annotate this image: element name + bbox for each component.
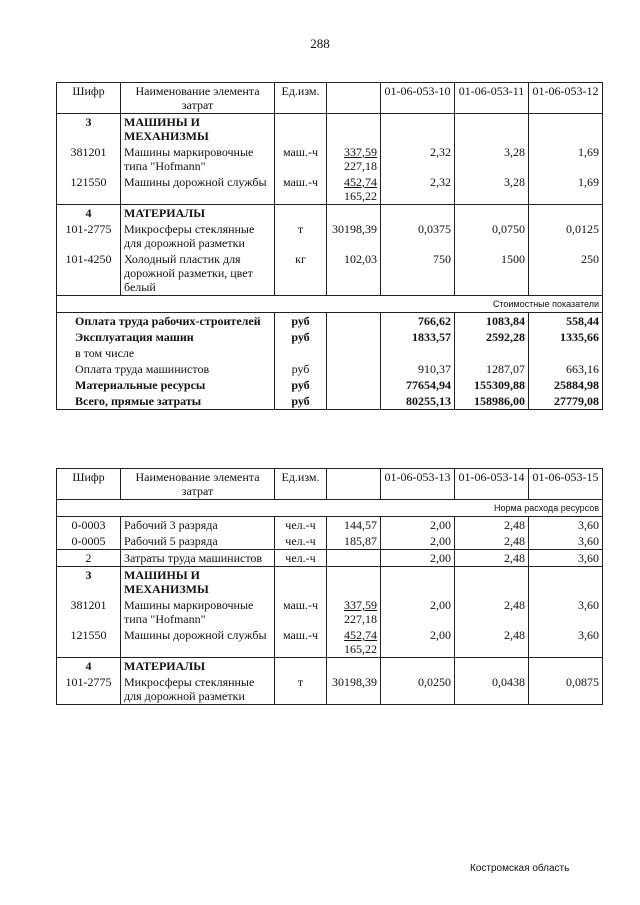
cost-row [57, 329, 603, 345]
section-code: 3 [57, 114, 121, 145]
row-name: Холодный пластик для дорожной разметки, цвет белый [121, 251, 275, 296]
row-unit: маш.-ч [275, 627, 327, 658]
cost-label-row [57, 296, 603, 313]
row-value: 1,69 [529, 174, 603, 205]
row-value: 2,32 [381, 174, 455, 205]
row-unit: т [275, 674, 327, 705]
cost-name: Всего, прямые затраты [57, 393, 275, 410]
row-value: 3,60 [529, 533, 603, 550]
region-footer: Костромская область [470, 863, 570, 874]
row-code: 101-4250 [57, 251, 121, 296]
row-name: Машины маркировочные типа "Hofmann" [121, 597, 275, 627]
table-row [57, 221, 603, 251]
row-unit: чел.-ч [275, 550, 327, 567]
row-code: 0-0003 [57, 517, 121, 534]
row-unit: маш.-ч [275, 597, 327, 627]
table-row [57, 550, 603, 567]
section-row [57, 205, 603, 222]
table-header [57, 83, 603, 114]
row-name: Машины дорожной службы [121, 627, 275, 658]
row-code: 381201 [57, 597, 121, 627]
row-unit: маш.-ч [275, 144, 327, 174]
col-variant-header: 01-06-053-12 [529, 83, 603, 114]
row-price: 337,59 227,18 [327, 144, 381, 174]
cost-row [57, 393, 603, 410]
row-value: 2,48 [455, 627, 529, 658]
cost-unit: руб [275, 361, 327, 377]
row-value: 2,48 [455, 533, 529, 550]
table-row [57, 597, 603, 627]
section-title: МАШИНЫ И МЕХАНИЗМЫ [121, 114, 275, 145]
section-code: 3 [57, 567, 121, 598]
cost-value: 77654,94 [381, 377, 455, 393]
row-name: Затраты труда машинистов [121, 550, 275, 567]
cost-value: 1287,07 [455, 361, 529, 377]
cost-value: 663,16 [529, 361, 603, 377]
col-variant-header: 01-06-053-13 [381, 469, 455, 500]
table-header [57, 469, 603, 500]
row-price [327, 550, 381, 567]
page-number: 288 [310, 36, 330, 51]
section-row [57, 658, 603, 675]
row-price: 30198,39 [327, 674, 381, 705]
row-value: 2,48 [455, 517, 529, 534]
cost-value: 158986,00 [455, 393, 529, 410]
cost-value: 558,44 [529, 313, 603, 330]
row-value: 2,32 [381, 144, 455, 174]
row-value: 2,00 [381, 517, 455, 534]
resource-table-2 [56, 468, 603, 705]
row-value: 2,48 [455, 550, 529, 567]
row-value: 2,00 [381, 550, 455, 567]
resource-table-1 [56, 82, 603, 410]
cost-name: Оплата труда рабочих-строителей [57, 313, 275, 330]
row-price: 452,74 165,22 [327, 627, 381, 658]
row-price: 185,87 [327, 533, 381, 550]
row-code: 121550 [57, 627, 121, 658]
row-name: Микросферы стеклянные для дорожной разметки [121, 674, 275, 705]
row-unit: чел.-ч [275, 517, 327, 534]
row-value: 0,0750 [455, 221, 529, 251]
row-price: 30198,39 [327, 221, 381, 251]
cost-row [57, 377, 603, 393]
cost-unit: руб [275, 329, 327, 345]
row-value: 3,60 [529, 517, 603, 534]
section-title: МАШИНЫ И МЕХАНИЗМЫ [121, 567, 275, 598]
row-value: 2,00 [381, 533, 455, 550]
section-title: МАТЕРИАЛЫ [121, 658, 275, 675]
col-name-header: Наименование элемента затрат [121, 83, 275, 114]
section-code: 4 [57, 658, 121, 675]
section-code: 4 [57, 205, 121, 222]
row-value: 3,28 [455, 144, 529, 174]
col-unit-header: Ед.изм. [275, 83, 327, 114]
row-name: Машины дорожной службы [121, 174, 275, 205]
row-unit: чел.-ч [275, 533, 327, 550]
table-row [57, 533, 603, 550]
row-value: 3,60 [529, 627, 603, 658]
cost-value: 155309,88 [455, 377, 529, 393]
cost-name: в том числе [57, 345, 275, 361]
cost-value: 80255,13 [381, 393, 455, 410]
col-variant-header: 01-06-053-11 [455, 83, 529, 114]
row-price: 102,03 [327, 251, 381, 296]
row-value: 0,0375 [381, 221, 455, 251]
cost-value: 1335,66 [529, 329, 603, 345]
row-code: 2 [57, 550, 121, 567]
section-row [57, 567, 603, 598]
row-value: 0,0250 [381, 674, 455, 705]
row-value: 0,0438 [455, 674, 529, 705]
row-price: 452,74 165,22 [327, 174, 381, 205]
row-price: 144,57 [327, 517, 381, 534]
row-code: 0-0005 [57, 533, 121, 550]
row-unit: маш.-ч [275, 174, 327, 205]
table-row [57, 174, 603, 205]
cost-value: 25884,98 [529, 377, 603, 393]
cost-unit: руб [275, 313, 327, 330]
row-name: Микросферы стеклянные для дорожной разметки [121, 221, 275, 251]
row-code: 121550 [57, 174, 121, 205]
row-value: 2,00 [381, 627, 455, 658]
row-value: 3,60 [529, 550, 603, 567]
cost-value: 27779,08 [529, 393, 603, 410]
col-price-header [327, 469, 381, 500]
cost-row [57, 345, 603, 361]
col-code-header: Шифр [57, 83, 121, 114]
norm-label-row [57, 500, 603, 517]
row-value: 1,69 [529, 144, 603, 174]
cost-name: Эксплуатация машин [57, 329, 275, 345]
table-row [57, 627, 603, 658]
row-value: 750 [381, 251, 455, 296]
row-value: 0,0875 [529, 674, 603, 705]
cost-unit: руб [275, 393, 327, 410]
row-value: 2,00 [381, 597, 455, 627]
cost-row [57, 361, 603, 377]
row-code: 101-2775 [57, 221, 121, 251]
cost-unit: руб [275, 377, 327, 393]
norm-label: Норма расхода ресурсов [381, 500, 603, 517]
cost-value: 1833,57 [381, 329, 455, 345]
row-value: 1500 [455, 251, 529, 296]
row-name: Машины маркировочные типа "Hofmann" [121, 144, 275, 174]
row-value: 2,48 [455, 597, 529, 627]
row-name: Рабочий 5 разряда [121, 533, 275, 550]
cost-value: 766,62 [381, 313, 455, 330]
row-value: 3,28 [455, 174, 529, 205]
row-value: 3,60 [529, 597, 603, 627]
table-row [57, 251, 603, 296]
row-code: 381201 [57, 144, 121, 174]
col-variant-header: 01-06-053-14 [455, 469, 529, 500]
cost-value: 910,37 [381, 361, 455, 377]
cost-value: 2592,28 [455, 329, 529, 345]
row-price: 337,59 227,18 [327, 597, 381, 627]
col-name-header: Наименование элемента затрат [121, 469, 275, 500]
row-name: Рабочий 3 разряда [121, 517, 275, 534]
table-row [57, 144, 603, 174]
section-row [57, 114, 603, 145]
col-variant-header: 01-06-053-15 [529, 469, 603, 500]
row-unit: кг [275, 251, 327, 296]
table-row [57, 674, 603, 705]
col-price-header [327, 83, 381, 114]
row-code: 101-2775 [57, 674, 121, 705]
cost-name: Оплата труда машинистов [57, 361, 275, 377]
cost-row [57, 313, 603, 330]
cost-name: Материальные ресурсы [57, 377, 275, 393]
section-title: МАТЕРИАЛЫ [121, 205, 275, 222]
cost-value: 1083,84 [455, 313, 529, 330]
row-value: 0,0125 [529, 221, 603, 251]
row-value: 250 [529, 251, 603, 296]
table-row [57, 517, 603, 534]
col-variant-header: 01-06-053-10 [381, 83, 455, 114]
row-unit: т [275, 221, 327, 251]
col-code-header: Шифр [57, 469, 121, 500]
cost-indicators-label: Стоимостные показатели [57, 296, 603, 313]
col-unit-header: Ед.изм. [275, 469, 327, 500]
